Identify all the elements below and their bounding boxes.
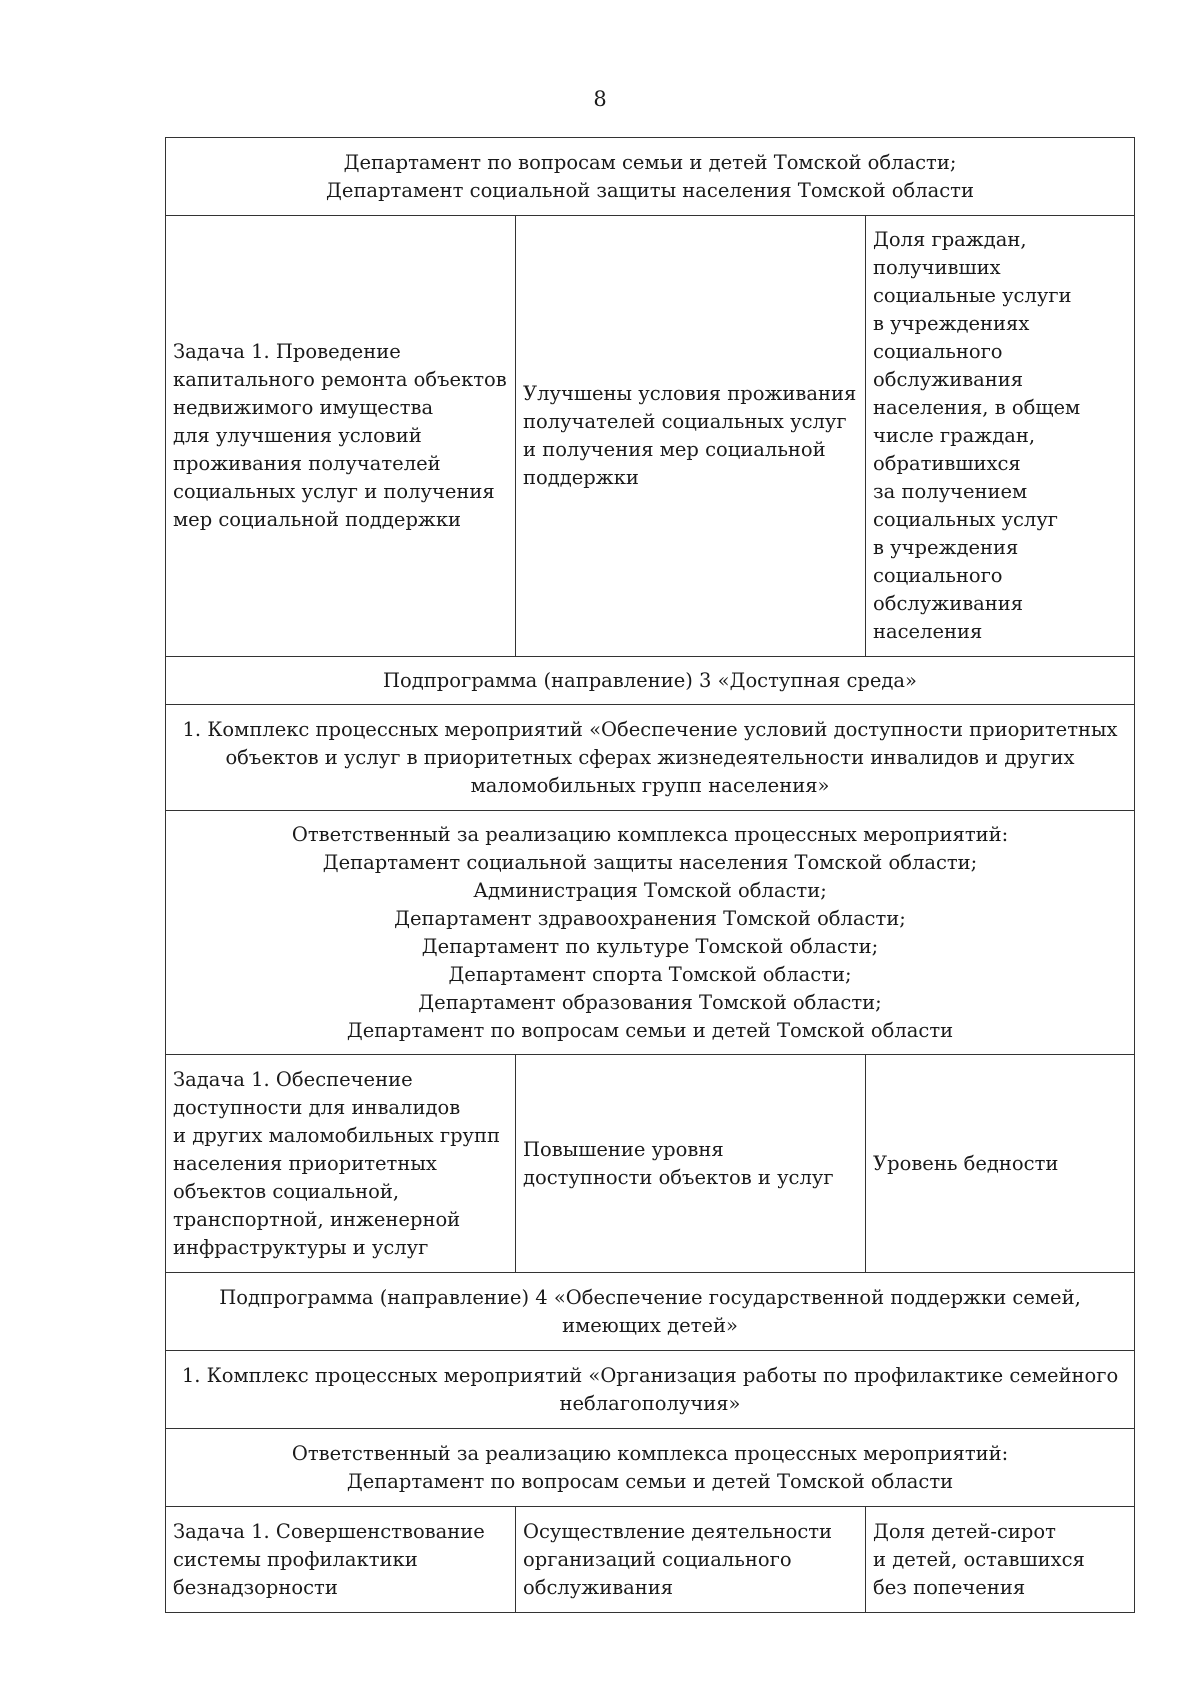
table-row-responsible-departments [166, 138, 1135, 216]
text-line: и детей, оставшихся [873, 1547, 1085, 1571]
text-line: поддержки [523, 466, 639, 489]
indicator-cell [866, 216, 1135, 657]
text-line: числе граждан, [873, 424, 1036, 447]
table-row-task [166, 1507, 1135, 1613]
text-line: социальных услуг и получения [173, 480, 495, 503]
table-row-task [166, 216, 1135, 657]
text-line: Подпрограмма (направление) 3 «Доступная среда» [383, 668, 917, 692]
text-line: Департамент по вопросам семьи и детей Томской области; [343, 150, 957, 174]
text-line: Ответственный за реализацию комплекса процессных мероприятий: [291, 822, 1009, 846]
text-line: Задача 1. Проведение [173, 340, 401, 363]
text-line: для улучшения условий [173, 424, 422, 447]
text-line: обслуживания [873, 368, 1024, 391]
table-row-responsible-list [166, 811, 1135, 1055]
text-line: Доля граждан, [873, 228, 1027, 251]
table-row-subprogram-3 [166, 657, 1135, 705]
table-row-task [166, 1055, 1135, 1273]
task-cell [166, 1055, 516, 1273]
text-line: объектов социальной, [173, 1179, 400, 1203]
responsible-departments-cell [166, 138, 1135, 216]
text-line: инфраструктуры и услуг [173, 1235, 429, 1259]
complex-measures-cell [166, 705, 1135, 811]
text-line: без попечения [873, 1575, 1026, 1599]
text-line: Департамент по культуре Томской области; [421, 934, 879, 958]
text-line: Доля детей-сирот [873, 1519, 1056, 1543]
text-line: Задача 1. Обеспечение [173, 1067, 413, 1091]
text-line: населения [873, 620, 983, 643]
program-table [165, 137, 1135, 1613]
text-line: Улучшены условия проживания [523, 382, 857, 405]
text-line: населения, в общем [873, 396, 1081, 419]
text-line: Департамент спорта Томской области; [448, 962, 852, 986]
text-line: мер социальной поддержки [173, 508, 462, 531]
complex-measures-cell [166, 1351, 1135, 1429]
task-cell [166, 1507, 516, 1613]
text-line: обслуживания [873, 592, 1024, 615]
text-line: обратившихся [873, 452, 1021, 475]
text-line: транспортной, инженерной [173, 1207, 461, 1231]
page-number: 8 [593, 87, 607, 111]
task-cell [166, 216, 516, 657]
indicator-cell [866, 1055, 1135, 1273]
text-line: Департамент по вопросам семьи и детей Томской области [346, 1469, 954, 1493]
text-line: маломобильных групп населения» [470, 773, 830, 797]
text-line: Администрация Томской области; [473, 878, 827, 902]
text-line: обслуживания [523, 1575, 674, 1599]
indicator-cell [866, 1507, 1135, 1613]
text-line: в учреждениях [873, 312, 1030, 335]
result-cell [516, 216, 866, 657]
text-line: и получения мер социальной [523, 438, 826, 461]
text-line: проживания получателей [173, 452, 441, 475]
text-line: Осуществление деятельности [523, 1519, 833, 1543]
text-line: объектов и услуг в приоритетных сферах жизнедеятельности инвалидов и других [225, 745, 1075, 769]
text-line: Департамент социальной защиты населения Томской области [326, 178, 974, 202]
text-line: 1. Комплекс процессных мероприятий «Обеспечение условий доступности приоритетных [182, 717, 1118, 741]
text-line: и других маломобильных групп [173, 1123, 501, 1147]
text-line: доступности объектов и услуг [523, 1165, 834, 1189]
text-line: Департамент образования Томской области; [418, 990, 882, 1014]
subprogram-heading-cell [166, 1273, 1135, 1351]
text-line: получателей социальных услуг [523, 410, 847, 433]
text-line: населения приоритетных [173, 1151, 437, 1175]
text-line: имеющих детей» [562, 1313, 738, 1337]
text-line: Задача 1. Совершенствование [173, 1519, 485, 1543]
responsible-list-cell [166, 811, 1135, 1055]
text-line: социального [873, 564, 1003, 587]
text-line: за получением [873, 480, 1028, 503]
text-line: Уровень бедности [873, 1151, 1059, 1175]
table-row-complex-measures [166, 705, 1135, 811]
text-line: Департамент по вопросам семьи и детей Томской области [346, 1018, 954, 1042]
table-row-subprogram-4 [166, 1273, 1135, 1351]
text-line: неблагополучия» [559, 1391, 741, 1415]
text-line: социальные услуги [873, 284, 1072, 307]
text-line: организаций социального [523, 1547, 792, 1571]
text-line: Департамент здравоохранения Томской области; [394, 906, 906, 930]
text-line: капитального ремонта объектов [173, 368, 507, 391]
table-row-complex-measures [166, 1351, 1135, 1429]
result-cell [516, 1055, 866, 1273]
text-line: недвижимого имущества [173, 396, 434, 419]
text-line: системы профилактики [173, 1547, 418, 1571]
subprogram-heading-cell [166, 657, 1135, 705]
text-line: Ответственный за реализацию комплекса процессных мероприятий: [291, 1441, 1009, 1465]
text-line: получивших [873, 256, 1001, 279]
text-line: безнадзорности [173, 1575, 338, 1599]
text-line: Подпрограмма (направление) 4 «Обеспечение государственной поддержки семей, [219, 1285, 1081, 1309]
text-line: Департамент социальной защиты населения Томской области; [322, 850, 978, 874]
text-line: в учреждения [873, 536, 1019, 559]
text-line: Повышение уровня [523, 1137, 724, 1161]
text-line: доступности для инвалидов [173, 1095, 461, 1119]
table-row-responsible-list [166, 1429, 1135, 1507]
text-line: 1. Комплекс процессных мероприятий «Организация работы по профилактике семейного [181, 1363, 1119, 1387]
result-cell [516, 1507, 866, 1613]
text-line: социального [873, 340, 1003, 363]
responsible-list-cell [166, 1429, 1135, 1507]
text-line: социальных услуг [873, 508, 1059, 531]
